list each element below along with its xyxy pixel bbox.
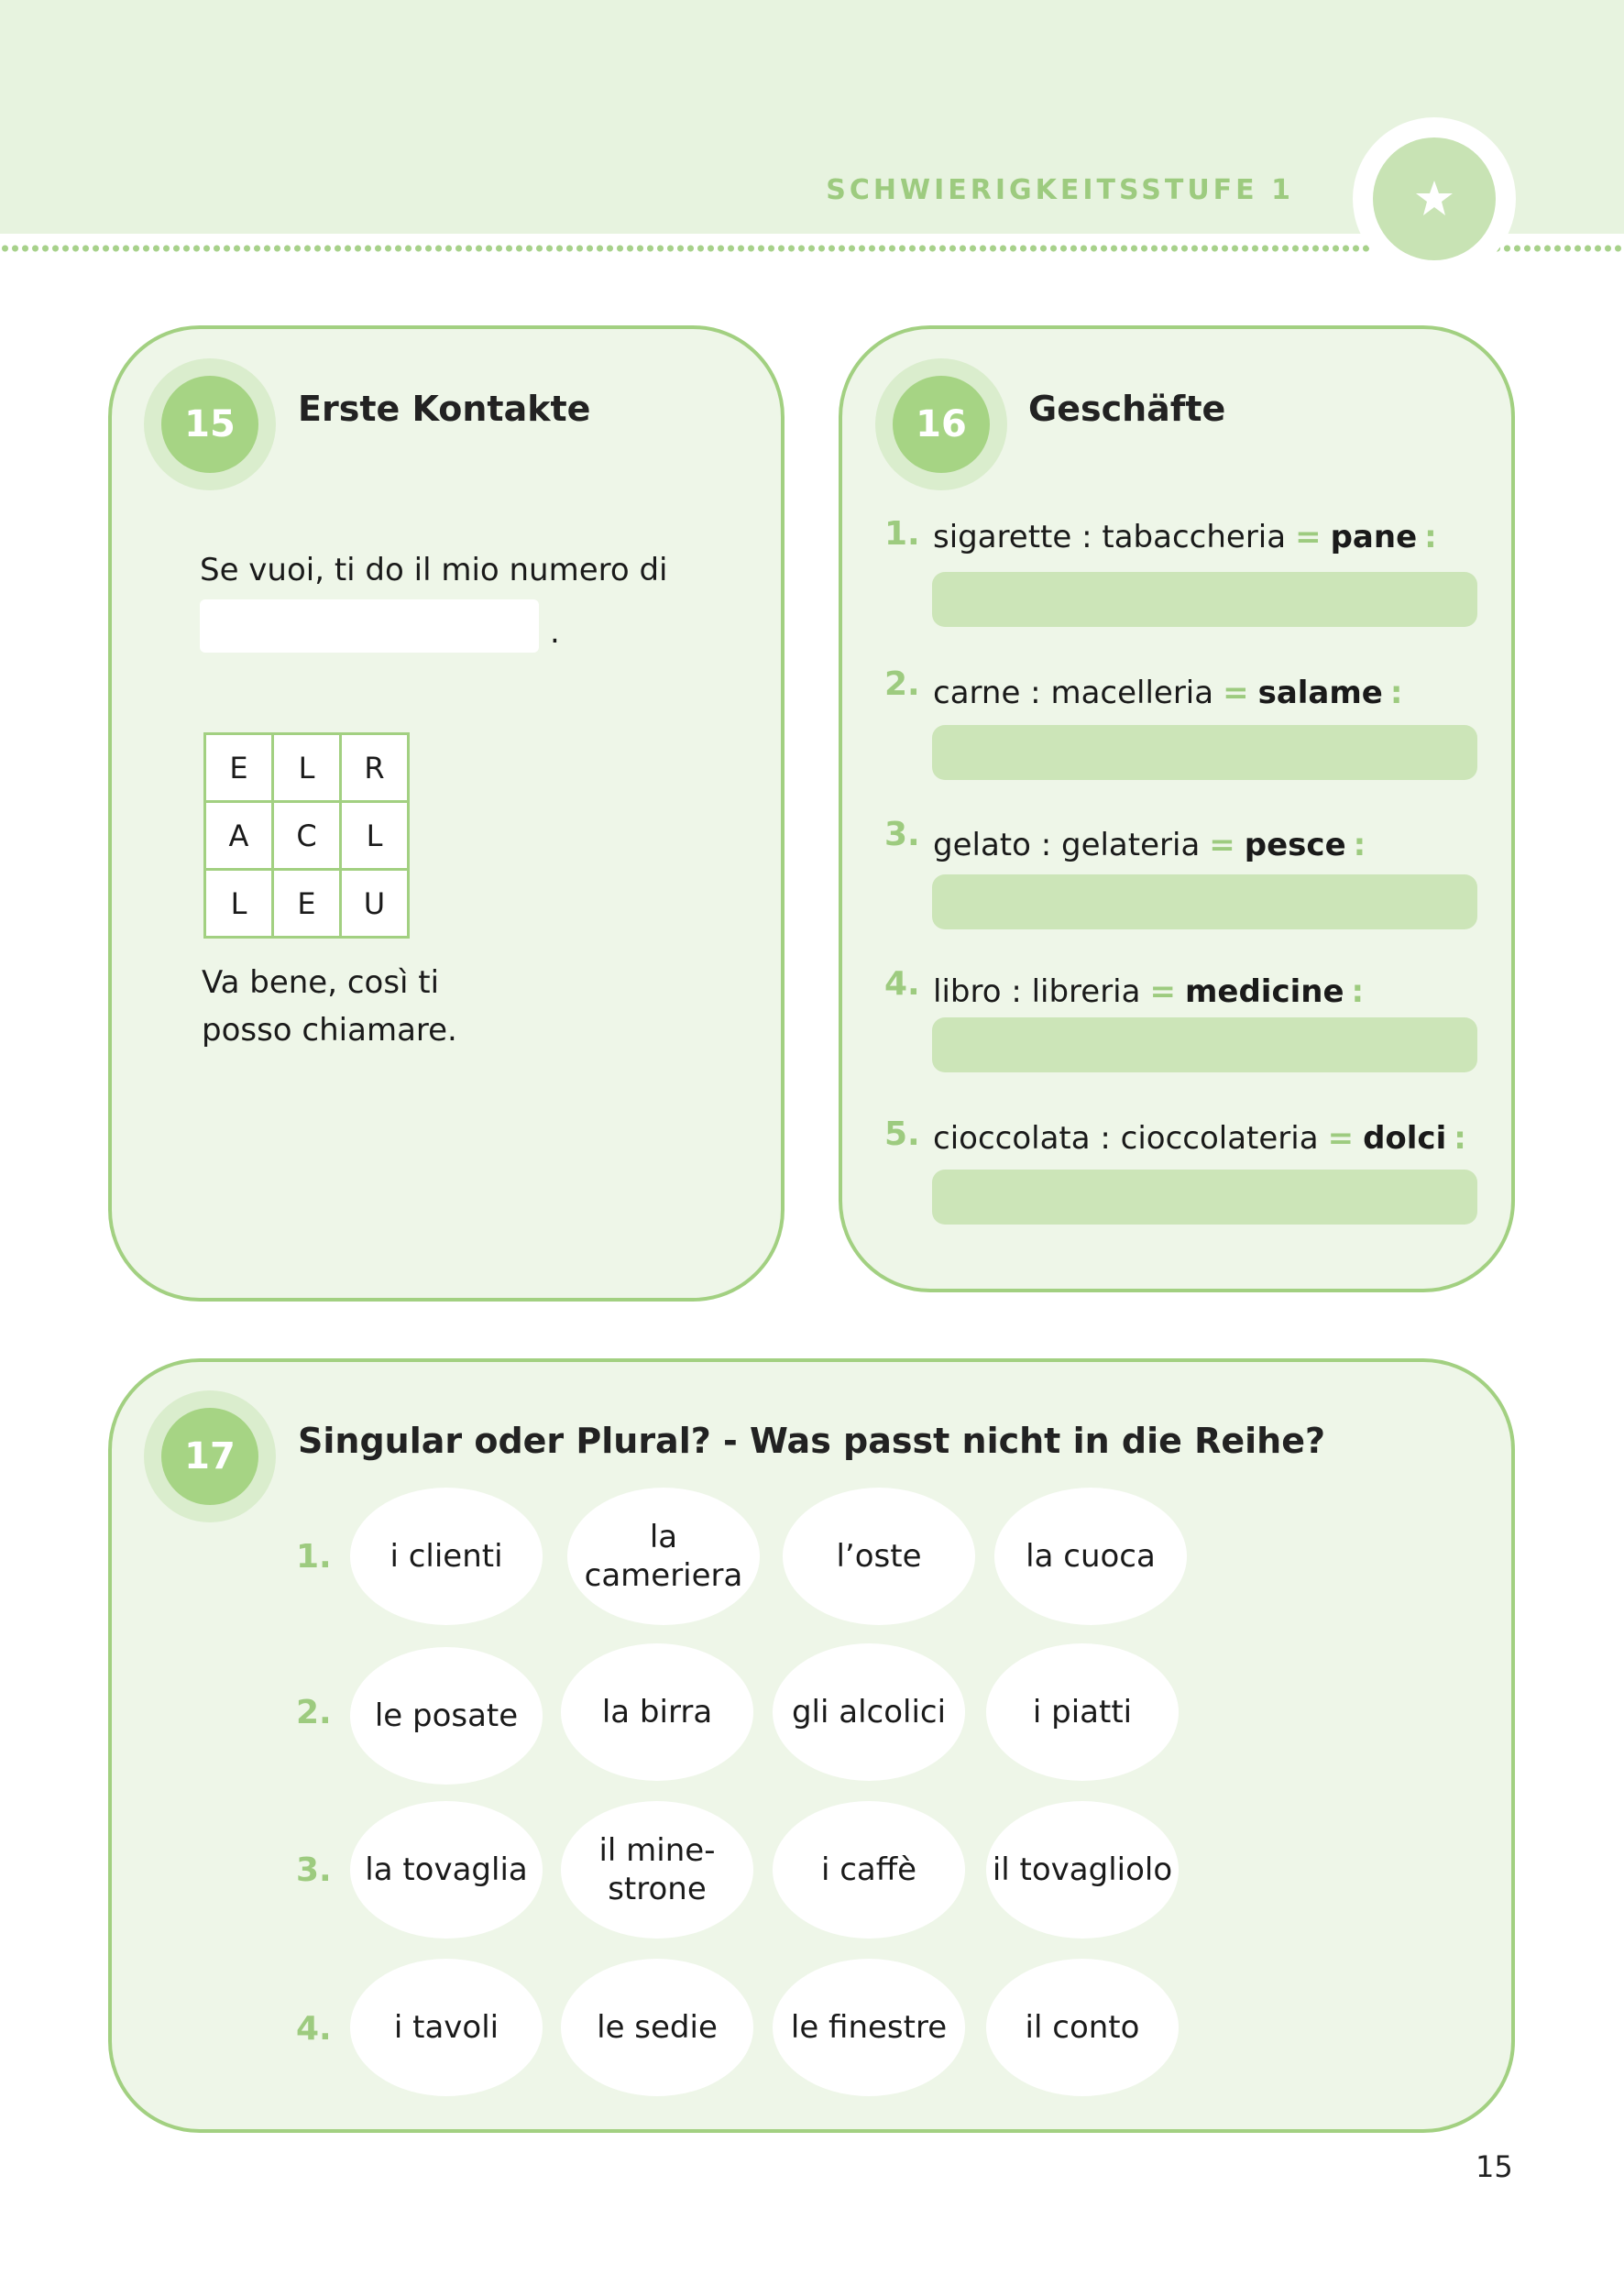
equals-sign: = bbox=[1295, 519, 1322, 555]
answer-field[interactable] bbox=[932, 874, 1477, 929]
row-number: 2. bbox=[296, 1694, 332, 1731]
item-number: 2. bbox=[884, 665, 920, 703]
equals-sign: = bbox=[1327, 1120, 1355, 1157]
answer-field[interactable] bbox=[932, 1017, 1477, 1072]
grid-cell: U bbox=[341, 870, 409, 938]
colon: : bbox=[1454, 1120, 1466, 1157]
equals-sign: = bbox=[1209, 827, 1235, 863]
grid-cell: L bbox=[273, 734, 341, 802]
word-option[interactable]: le sedie bbox=[561, 1959, 753, 2096]
word-option[interactable]: la cameriera bbox=[567, 1488, 760, 1625]
analogy-pair: sigarette : tabaccheria bbox=[933, 519, 1287, 555]
grid-cell: R bbox=[341, 734, 409, 802]
analogy-pair: carne : macelleria bbox=[933, 675, 1214, 711]
word-option[interactable]: la tovaglia bbox=[350, 1801, 543, 1939]
analogy-item bbox=[933, 675, 1402, 711]
grid-cell: E bbox=[205, 734, 273, 802]
colon: : bbox=[1351, 973, 1365, 1010]
colon: : bbox=[1424, 519, 1437, 555]
item-number: 1. bbox=[884, 515, 920, 553]
equals-sign: = bbox=[1223, 675, 1249, 711]
word-option[interactable]: i clienti bbox=[350, 1488, 543, 1625]
exercise-15-number: 15 bbox=[161, 376, 258, 473]
exercise-15-title: Erste Kontakte bbox=[298, 389, 591, 429]
analogy-keyword: pesce bbox=[1244, 827, 1346, 863]
word-option[interactable]: il mine- strone bbox=[561, 1801, 753, 1939]
word-option[interactable]: la cuoca bbox=[994, 1488, 1187, 1625]
letter-grid bbox=[203, 732, 410, 939]
item-number: 3. bbox=[884, 816, 920, 853]
analogy-keyword: dolci bbox=[1363, 1120, 1447, 1157]
word-option[interactable]: il conto bbox=[986, 1959, 1179, 2096]
analogy-item bbox=[933, 519, 1437, 555]
page-number: 15 bbox=[1476, 2149, 1513, 2184]
row-number: 3. bbox=[296, 1851, 332, 1889]
exercise-15-sentence: Se vuoi, ti do il mio numero di bbox=[200, 552, 668, 588]
analogy-keyword: medicine bbox=[1184, 973, 1344, 1010]
difficulty-level: SCHWIERIGKEITSSTUFE 1 bbox=[826, 174, 1294, 206]
exercise-15-reply-line2: posso chiamare. bbox=[202, 1012, 457, 1049]
colon: : bbox=[1389, 675, 1403, 711]
sentence-period: . bbox=[550, 614, 560, 651]
word-option[interactable]: la birra bbox=[561, 1643, 753, 1781]
colon: : bbox=[1353, 827, 1366, 863]
word-option[interactable]: l’oste bbox=[783, 1488, 975, 1625]
exercise-16-number: 16 bbox=[893, 376, 990, 473]
star-icon bbox=[1414, 179, 1454, 219]
word-option[interactable]: i piatti bbox=[986, 1643, 1179, 1781]
analogy-keyword: pane bbox=[1330, 519, 1418, 555]
grid-cell: E bbox=[273, 870, 341, 938]
exercise-15-reply-line1: Va bene, così ti bbox=[202, 964, 440, 1001]
item-number: 4. bbox=[884, 965, 920, 1003]
word-option[interactable]: le posate bbox=[350, 1647, 543, 1785]
equals-sign: = bbox=[1149, 973, 1176, 1010]
analogy-pair: gelato : gelateria bbox=[933, 827, 1201, 863]
grid-cell: L bbox=[205, 870, 273, 938]
word-option[interactable]: le finestre bbox=[773, 1959, 965, 2096]
row-number: 4. bbox=[296, 2010, 332, 2048]
word-option[interactable]: i tavoli bbox=[350, 1959, 543, 2096]
analogy-pair: libro : libreria bbox=[933, 973, 1141, 1010]
analogy-keyword: salame bbox=[1257, 675, 1383, 711]
exercise-17-number: 17 bbox=[161, 1408, 258, 1505]
word-option[interactable]: i caffè bbox=[773, 1801, 965, 1939]
answer-field-15[interactable] bbox=[200, 599, 539, 653]
exercise-17-title: Singular oder Plural? - Was passt nicht in die Reihe? bbox=[298, 1421, 1326, 1461]
grid-cell: A bbox=[205, 802, 273, 870]
level-badge bbox=[1373, 137, 1496, 260]
word-option[interactable]: gli alcolici bbox=[773, 1643, 965, 1781]
analogy-item bbox=[933, 827, 1366, 863]
grid-cell: L bbox=[341, 802, 409, 870]
analogy-item bbox=[933, 1120, 1466, 1157]
word-option[interactable]: il tovagliolo bbox=[986, 1801, 1179, 1939]
grid-cell: C bbox=[273, 802, 341, 870]
item-number: 5. bbox=[884, 1115, 920, 1153]
analogy-pair: cioccolata : cioccolateria bbox=[933, 1120, 1319, 1157]
answer-field[interactable] bbox=[932, 572, 1477, 627]
exercise-16-title: Geschäfte bbox=[1028, 389, 1226, 429]
analogy-item bbox=[933, 973, 1364, 1010]
answer-field[interactable] bbox=[932, 1170, 1477, 1225]
row-number: 1. bbox=[296, 1538, 332, 1576]
answer-field[interactable] bbox=[932, 725, 1477, 780]
